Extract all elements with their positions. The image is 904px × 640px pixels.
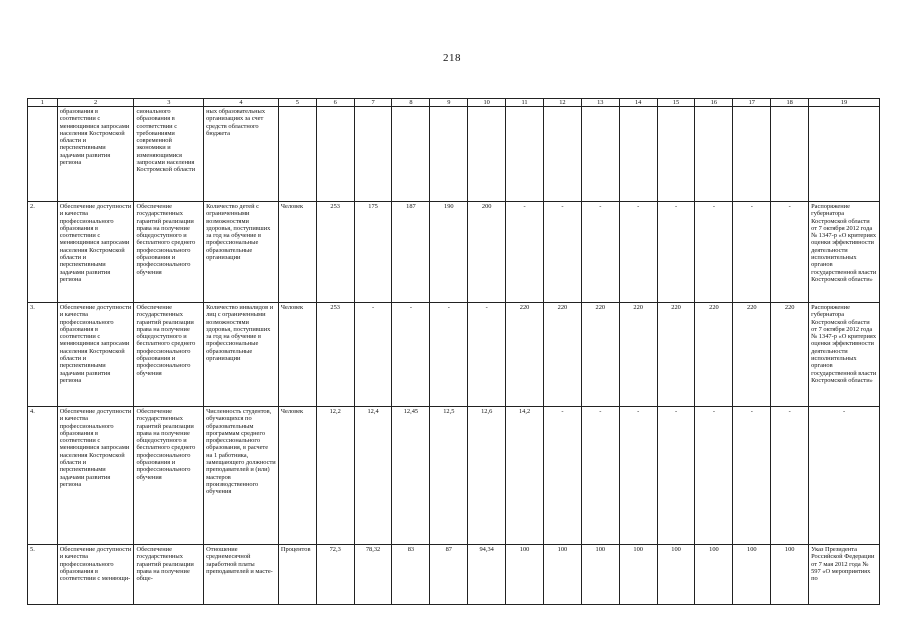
value-cell: - [657, 407, 695, 545]
column-header: 15 [657, 99, 695, 107]
value-cell: - [695, 407, 733, 545]
value-cell: - [392, 303, 430, 407]
row-number [28, 107, 58, 202]
value-cell: 100 [543, 545, 581, 605]
value-cell: 100 [771, 545, 809, 605]
row-number: 2. [28, 202, 58, 303]
value-cell: - [581, 202, 619, 303]
row-number: 4. [28, 407, 58, 545]
value-cell: - [657, 202, 695, 303]
value-cell: 87 [430, 545, 468, 605]
unit-cell: Человек [278, 202, 316, 303]
value-cell: 12,5 [430, 407, 468, 545]
indicator-cell: Количество инвалидов и лиц с ограниченными возможностями здоровья, поступивших за год на обучение в профессиональные образовательные организации [204, 303, 279, 407]
indicator-cell: Количество детей с ограниченными возможностями здоровья, поступивших за год на обучение в профессиональные образовательные организации [204, 202, 279, 303]
task-cell: сионального образования в соответствии с требованиями современной экономики и изменяющимися запросами населения Костромской области [134, 107, 204, 202]
basis-cell: Распоряжение губернатора Костромской области от 7 октября 2012 года № 1347-р «О критериях оценки эффективности деятельности исполнительных органов государственной власти Костромской области» [809, 202, 880, 303]
value-cell: 78,32 [354, 545, 392, 605]
value-cell: - [619, 407, 657, 545]
value-cell [316, 107, 354, 202]
indicator-cell: Численность студентов, обучающихся по образовательным программам среднего профессионального образования, в расчете на 1 работника, замещающего должности преподавателей и (или) мастеров производственного обучения [204, 407, 279, 545]
value-cell [771, 107, 809, 202]
value-cell: 220 [506, 303, 544, 407]
value-cell [354, 107, 392, 202]
value-cell: - [733, 202, 771, 303]
value-cell: 220 [695, 303, 733, 407]
column-header: 10 [468, 99, 506, 107]
column-header: 6 [316, 99, 354, 107]
task-cell: Обеспечение государственных гарантий реализации права на получение общедоступного и бесплатного среднего профессионального образования и профессионального обучения [134, 202, 204, 303]
value-cell: 220 [619, 303, 657, 407]
value-cell: 12,4 [354, 407, 392, 545]
row-number: 3. [28, 303, 58, 407]
value-cell [468, 107, 506, 202]
value-cell: - [354, 303, 392, 407]
indicator-cell: ных образовательных организациях за счет средств областного бюджета [204, 107, 279, 202]
table-row [28, 545, 880, 605]
value-cell: 100 [581, 545, 619, 605]
value-cell: - [771, 407, 809, 545]
value-cell: 253 [316, 202, 354, 303]
value-cell: 100 [506, 545, 544, 605]
value-cell: - [581, 407, 619, 545]
indicator-cell: Отношение среднемесячной заработной платы преподавателей и масте- [204, 545, 279, 605]
task-cell: Обеспечение государственных гарантий реализации права на получение общедоступного и бесплатного среднего профессионального образования и профессионального обучения [134, 407, 204, 545]
column-header: 4 [204, 99, 279, 107]
value-cell: 12,45 [392, 407, 430, 545]
value-cell: 83 [392, 545, 430, 605]
value-cell: - [543, 202, 581, 303]
value-cell: 100 [657, 545, 695, 605]
value-cell [581, 107, 619, 202]
value-cell [506, 107, 544, 202]
value-cell: - [619, 202, 657, 303]
task-cell: Обеспечение государственных гарантий реализации права на получение обще- [134, 545, 204, 605]
value-cell [392, 107, 430, 202]
column-header: 12 [543, 99, 581, 107]
value-cell: 72,3 [316, 545, 354, 605]
value-cell: 100 [733, 545, 771, 605]
value-cell [733, 107, 771, 202]
task-cell: Обеспечение государственных гарантий реализации права на получение общедоступного и бесплатного среднего профессионального образования и профессионального обучения [134, 303, 204, 407]
column-header: 18 [771, 99, 809, 107]
value-cell: - [695, 202, 733, 303]
value-cell: - [430, 303, 468, 407]
value-cell [695, 107, 733, 202]
value-cell: 187 [392, 202, 430, 303]
value-cell: 220 [657, 303, 695, 407]
row-number: 5. [28, 545, 58, 605]
value-cell [430, 107, 468, 202]
table-row [28, 202, 880, 303]
value-cell: 12,6 [468, 407, 506, 545]
value-cell: 12,2 [316, 407, 354, 545]
column-header: 2 [57, 99, 134, 107]
value-cell: 220 [543, 303, 581, 407]
indicators-table [27, 98, 880, 605]
column-header: 13 [581, 99, 619, 107]
column-header: 14 [619, 99, 657, 107]
column-header: 1 [28, 99, 58, 107]
basis-cell: Распоряжение губернатора Костромской области от 7 октября 2012 года № 1347-р «О критериях оценки эффективности деятельности исполнительных органов государственной власти Костромской области» [809, 303, 880, 407]
value-cell: 94,34 [468, 545, 506, 605]
column-header: 19 [809, 99, 880, 107]
goal-cell: Обеспечение доступности и качества профессионального образования в соответствии с меняющимися запросами населения Костромской области и перспективными задачами развития региона [57, 202, 134, 303]
basis-cell [809, 107, 880, 202]
goal-cell: Обеспечение доступности и качества профессионального образования в соответствии с меняющи- [57, 545, 134, 605]
value-cell: - [733, 407, 771, 545]
value-cell [619, 107, 657, 202]
value-cell: 100 [619, 545, 657, 605]
value-cell: 200 [468, 202, 506, 303]
table-row [28, 407, 880, 545]
goal-cell: Обеспечение доступности и качества профессионального образования в соответствии с меняющимися запросами населения Костромской области и перспективными задачами развития региона [57, 407, 134, 545]
basis-cell: Указ Президента Российской Федерации от 7 мая 2012 года № 597 «О мероприятиях по [809, 545, 880, 605]
column-header: 3 [134, 99, 204, 107]
value-cell: 253 [316, 303, 354, 407]
value-cell: 190 [430, 202, 468, 303]
goal-cell: Обеспечение доступности и качества профессионального образования в соответствии с меняющимися запросами населения Костромской области и перспективными задачами развития региона [57, 303, 134, 407]
unit-cell: Процентов [278, 545, 316, 605]
unit-cell: Человек [278, 407, 316, 545]
value-cell [657, 107, 695, 202]
goal-cell: образования в соответствии с меняющимися запросами населения Костромской области и перспективными задачами развития региона [57, 107, 134, 202]
value-cell: - [468, 303, 506, 407]
value-cell: 14,2 [506, 407, 544, 545]
value-cell: 175 [354, 202, 392, 303]
page-number: 218 [443, 52, 461, 64]
column-header: 8 [392, 99, 430, 107]
basis-cell: - [809, 407, 880, 545]
column-header: 16 [695, 99, 733, 107]
table-row [28, 107, 880, 202]
value-cell: 100 [695, 545, 733, 605]
value-cell: 220 [733, 303, 771, 407]
value-cell [543, 107, 581, 202]
unit-cell: Человек [278, 303, 316, 407]
value-cell: 220 [771, 303, 809, 407]
value-cell: - [506, 202, 544, 303]
table-row [28, 303, 880, 407]
column-header: 7 [354, 99, 392, 107]
table-header-row [28, 99, 880, 107]
value-cell: - [771, 202, 809, 303]
column-header: 5 [278, 99, 316, 107]
column-header: 9 [430, 99, 468, 107]
unit-cell [278, 107, 316, 202]
column-header: 17 [733, 99, 771, 107]
column-header: 11 [506, 99, 544, 107]
value-cell: 220 [581, 303, 619, 407]
value-cell: - [543, 407, 581, 545]
